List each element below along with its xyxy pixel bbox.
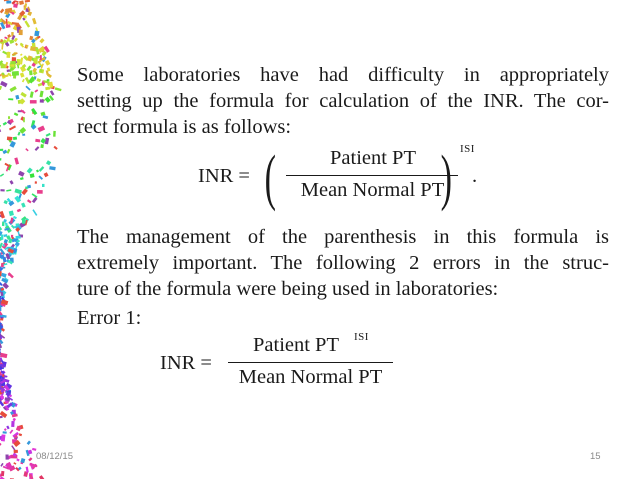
errors-paragraph xyxy=(77,224,609,302)
intro-line: setting up the formula for calculation of the INR. The cor- xyxy=(77,90,609,112)
formula-exponent: ISI xyxy=(354,331,369,343)
formula-lhs: INR = xyxy=(198,165,250,187)
error-1-formula xyxy=(160,333,410,393)
formula-numerator: Patient PT xyxy=(253,334,339,356)
footer-page-number: 15 xyxy=(590,451,601,462)
formula-terminator: . xyxy=(472,165,478,187)
right-parenthesis: ) xyxy=(440,144,453,212)
formula-exponent: ISI xyxy=(460,143,475,155)
intro-paragraph xyxy=(77,62,609,140)
intro-line: Some laboratories have had difficulty in appropriately xyxy=(77,64,609,86)
formula-numerator: Patient PT xyxy=(330,147,416,169)
decorative-confetti-border xyxy=(0,0,72,479)
formula-denominator: Mean Normal PT xyxy=(300,179,445,201)
error-1-label: Error 1: xyxy=(77,307,142,329)
errors-line: extremely important. The following 2 errors in the struc- xyxy=(77,252,609,274)
correct-inr-formula xyxy=(198,145,498,211)
fraction-bar xyxy=(286,175,458,176)
formula-denominator: Mean Normal PT xyxy=(238,366,383,388)
errors-line: The management of the parenthesis in this formula is xyxy=(77,226,609,248)
errors-line: ture of the formula were being used in laboratories: xyxy=(77,278,499,300)
footer-date: 08/12/15 xyxy=(36,451,73,462)
left-parenthesis: ( xyxy=(264,144,277,212)
intro-line: rect formula is as follows: xyxy=(77,116,292,138)
formula-lhs: INR = xyxy=(160,352,212,374)
fraction-bar xyxy=(228,362,393,363)
